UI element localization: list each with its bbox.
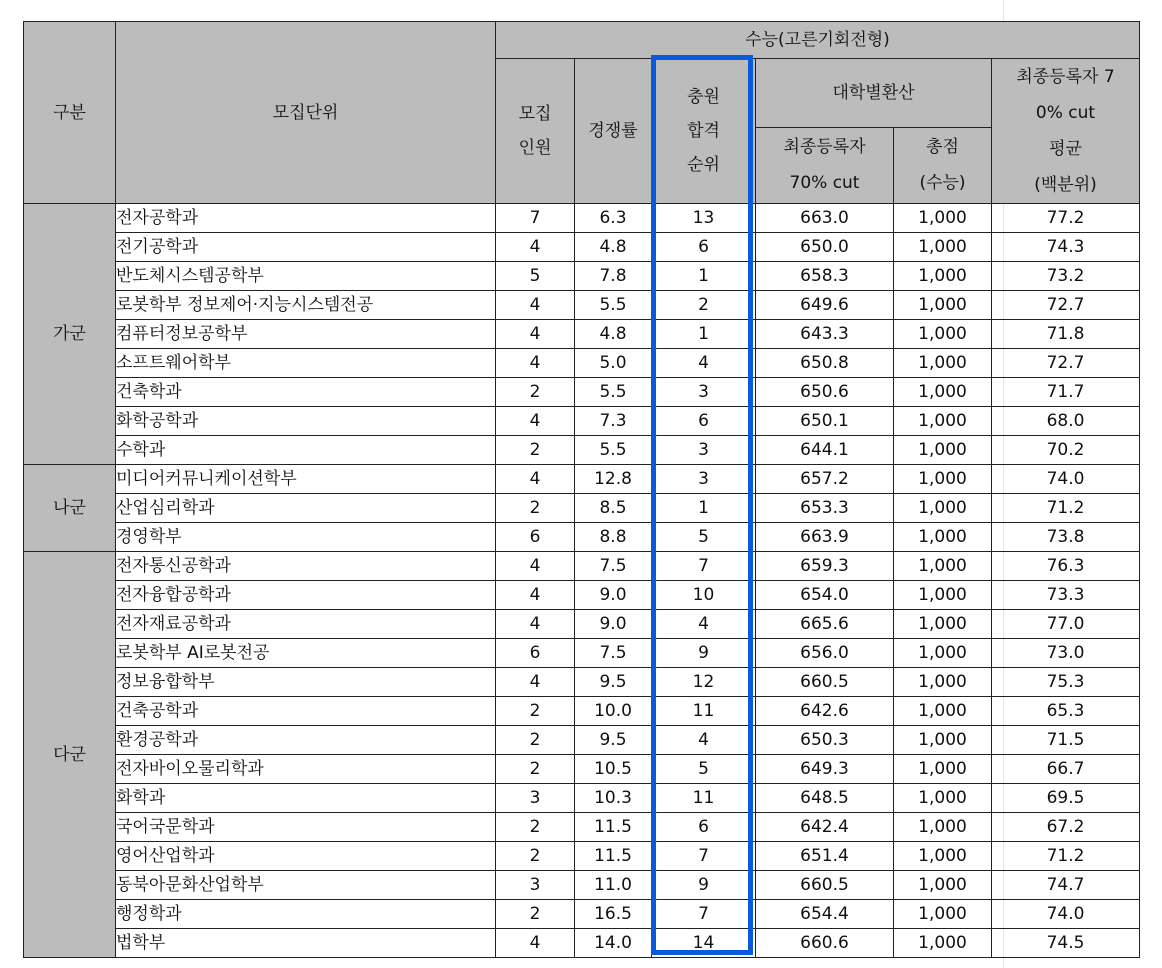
cell-cut70: 660.6 [756,929,894,958]
header-cut70: 최종등록자 70% cut [756,127,894,203]
table-row [24,755,1140,784]
cell-percentile: 74.0 [992,465,1140,494]
table-row [24,320,1140,349]
table-row [24,494,1140,523]
cell-unit: 전자재료공학과 [116,610,496,639]
cell-competition: 7.8 [575,262,652,291]
table-row [24,784,1140,813]
cell-percentile: 76.3 [992,552,1140,581]
cell-unit: 전자융합공학과 [116,581,496,610]
cell-rank: 1 [652,262,756,291]
cell-cut70: 656.0 [756,639,894,668]
table-body [24,204,1140,958]
cell-total: 1,000 [894,581,992,610]
cell-competition: 10.5 [575,755,652,784]
cell-unit: 수학과 [116,436,496,465]
cell-rank: 6 [652,233,756,262]
cell-unit: 로봇학부 정보제어·지능시스템전공 [116,291,496,320]
cell-cut70: 658.3 [756,262,894,291]
cell-unit: 전자통신공학과 [116,552,496,581]
cell-quota: 2 [496,436,575,465]
cell-total: 1,000 [894,784,992,813]
cell-quota: 4 [496,581,575,610]
cell-unit: 전자공학과 [116,204,496,233]
table-row [24,436,1140,465]
cell-unit: 산업심리학과 [116,494,496,523]
cell-quota: 2 [496,494,575,523]
cell-competition: 9.5 [575,668,652,697]
cell-total: 1,000 [894,291,992,320]
cell-cut70: 657.2 [756,465,894,494]
header-percentile: 최종등록자 7 0% cut 평균 (백분위) [992,59,1140,204]
cell-quota: 2 [496,726,575,755]
cell-total: 1,000 [894,668,992,697]
cell-total: 1,000 [894,755,992,784]
cell-unit: 영어산업학과 [116,842,496,871]
cell-unit: 경영학부 [116,523,496,552]
cell-quota: 4 [496,233,575,262]
cell-unit: 정보융합학부 [116,668,496,697]
table-row [24,842,1140,871]
cell-total: 1,000 [894,436,992,465]
cell-total: 1,000 [894,378,992,407]
cell-total: 1,000 [894,871,992,900]
header-rank: 충원 합격 순위 [652,59,756,204]
table-row [24,378,1140,407]
cell-percentile: 71.5 [992,726,1140,755]
cell-rank: 7 [652,900,756,929]
table-row [24,465,1140,494]
cell-competition: 5.5 [575,291,652,320]
cell-rank: 13 [652,204,756,233]
cell-rank: 7 [652,842,756,871]
cell-percentile: 74.0 [992,900,1140,929]
cell-rank: 1 [652,320,756,349]
cell-quota: 4 [496,668,575,697]
cell-rank: 12 [652,668,756,697]
cell-total: 1,000 [894,320,992,349]
cell-competition: 8.5 [575,494,652,523]
cell-quota: 4 [496,291,575,320]
cell-competition: 8.8 [575,523,652,552]
cell-cut70: 660.5 [756,871,894,900]
cell-percentile: 73.3 [992,581,1140,610]
cell-competition: 7.3 [575,407,652,436]
cell-cut70: 654.4 [756,900,894,929]
cell-unit: 건축학과 [116,378,496,407]
cell-total: 1,000 [894,697,992,726]
header-total: 총점 (수능) [894,127,992,203]
cell-quota: 4 [496,929,575,958]
table-row [24,813,1140,842]
cell-percentile: 70.2 [992,436,1140,465]
cell-unit: 동북아문화산업학부 [116,871,496,900]
cell-quota: 6 [496,639,575,668]
cell-competition: 14.0 [575,929,652,958]
cell-rank: 6 [652,813,756,842]
cell-cut70: 659.3 [756,552,894,581]
cell-quota: 2 [496,842,575,871]
cell-quota: 4 [496,320,575,349]
cell-quota: 4 [496,552,575,581]
cell-total: 1,000 [894,349,992,378]
cell-cut70: 642.6 [756,697,894,726]
header-unit: 모집단위 [116,22,496,204]
cell-total: 1,000 [894,726,992,755]
cell-competition: 5.5 [575,378,652,407]
table-row [24,262,1140,291]
group-label: 나군 [24,465,116,552]
cell-rank: 4 [652,610,756,639]
cell-quota: 7 [496,204,575,233]
table-row [24,900,1140,929]
cell-quota: 4 [496,349,575,378]
cell-percentile: 68.0 [992,407,1140,436]
cell-rank: 2 [652,291,756,320]
table-row [24,726,1140,755]
cell-percentile: 74.7 [992,871,1140,900]
cell-total: 1,000 [894,523,992,552]
cell-total: 1,000 [894,233,992,262]
cell-total: 1,000 [894,813,992,842]
table-row [24,204,1140,233]
cell-total: 1,000 [894,639,992,668]
cell-competition: 11.5 [575,813,652,842]
table-row [24,610,1140,639]
table-row [24,929,1140,958]
cell-rank: 10 [652,581,756,610]
cell-unit: 화학과 [116,784,496,813]
cell-unit: 컴퓨터정보공학부 [116,320,496,349]
cell-competition: 9.0 [575,610,652,639]
cell-percentile: 65.3 [992,697,1140,726]
cell-total: 1,000 [894,552,992,581]
cell-total: 1,000 [894,407,992,436]
cell-cut70: 650.8 [756,349,894,378]
header-group: 구분 [24,22,116,204]
cell-competition: 9.5 [575,726,652,755]
cell-percentile: 71.2 [992,842,1140,871]
cell-percentile: 72.7 [992,349,1140,378]
cell-competition: 12.8 [575,465,652,494]
cell-percentile: 71.7 [992,378,1140,407]
cell-quota: 2 [496,378,575,407]
cell-cut70: 650.6 [756,378,894,407]
cell-competition: 7.5 [575,552,652,581]
group-label: 다군 [24,552,116,958]
cell-rank: 3 [652,465,756,494]
cell-cut70: 665.6 [756,610,894,639]
cell-rank: 11 [652,784,756,813]
cell-unit: 로봇학부 AI로봇전공 [116,639,496,668]
cell-percentile: 75.3 [992,668,1140,697]
cell-cut70: 660.5 [756,668,894,697]
cell-percentile: 77.2 [992,204,1140,233]
cell-rank: 6 [652,407,756,436]
cell-rank: 11 [652,697,756,726]
cell-unit: 소프트웨어학부 [116,349,496,378]
cell-cut70: 649.3 [756,755,894,784]
table-row [24,697,1140,726]
cell-cut70: 650.1 [756,407,894,436]
cell-quota: 2 [496,813,575,842]
cell-competition: 7.5 [575,639,652,668]
cell-total: 1,000 [894,842,992,871]
header-suneung: 수능(고른기회전형) [496,22,1140,59]
header-quota: 모집 인원 [496,59,575,204]
cell-total: 1,000 [894,900,992,929]
cell-percentile: 71.2 [992,494,1140,523]
cell-unit: 화학공학과 [116,407,496,436]
cell-cut70: 643.3 [756,320,894,349]
cell-unit: 전자바이오물리학과 [116,755,496,784]
cell-quota: 3 [496,784,575,813]
cell-percentile: 74.3 [992,233,1140,262]
cell-competition: 11.5 [575,842,652,871]
cell-cut70: 649.6 [756,291,894,320]
cell-percentile: 72.7 [992,291,1140,320]
cell-competition: 6.3 [575,204,652,233]
cell-rank: 5 [652,523,756,552]
cell-rank: 4 [652,349,756,378]
cell-cut70: 650.0 [756,233,894,262]
cell-quota: 4 [496,407,575,436]
cell-percentile: 73.0 [992,639,1140,668]
table-row [24,233,1140,262]
header-conversion: 대학별환산 [756,59,992,128]
cell-total: 1,000 [894,610,992,639]
table-row [24,871,1140,900]
cell-rank: 14 [652,929,756,958]
cell-cut70: 642.4 [756,813,894,842]
cell-unit: 법학부 [116,929,496,958]
cell-percentile: 74.5 [992,929,1140,958]
table-row [24,407,1140,436]
cell-quota: 5 [496,262,575,291]
cell-quota: 3 [496,871,575,900]
cell-quota: 2 [496,900,575,929]
cell-competition: 5.5 [575,436,652,465]
cell-unit: 반도체시스템공학부 [116,262,496,291]
cell-cut70: 663.9 [756,523,894,552]
cell-total: 1,000 [894,204,992,233]
cell-rank: 3 [652,436,756,465]
table-row [24,291,1140,320]
cell-unit: 건축공학과 [116,697,496,726]
cell-competition: 16.5 [575,900,652,929]
cell-percentile: 66.7 [992,755,1140,784]
cell-rank: 7 [652,552,756,581]
cell-rank: 4 [652,726,756,755]
admission-results-table [23,21,1140,958]
cell-unit: 전기공학과 [116,233,496,262]
table-row [24,349,1140,378]
cell-quota: 4 [496,465,575,494]
group-label: 가군 [24,204,116,465]
cell-competition: 5.0 [575,349,652,378]
cell-rank: 5 [652,755,756,784]
cell-competition: 10.3 [575,784,652,813]
cell-cut70: 653.3 [756,494,894,523]
cell-competition: 11.0 [575,871,652,900]
cell-percentile: 69.5 [992,784,1140,813]
cell-unit: 환경공학과 [116,726,496,755]
cell-quota: 2 [496,755,575,784]
cell-rank: 1 [652,494,756,523]
cell-competition: 4.8 [575,320,652,349]
table-row [24,523,1140,552]
cell-quota: 2 [496,697,575,726]
cell-rank: 9 [652,639,756,668]
cell-percentile: 77.0 [992,610,1140,639]
cell-rank: 3 [652,378,756,407]
header-competition: 경쟁률 [575,59,652,204]
cell-cut70: 644.1 [756,436,894,465]
cell-percentile: 73.8 [992,523,1140,552]
cell-unit: 국어국문학과 [116,813,496,842]
cell-cut70: 650.3 [756,726,894,755]
cell-total: 1,000 [894,262,992,291]
cell-rank: 9 [652,871,756,900]
table-row [24,552,1140,581]
cell-competition: 10.0 [575,697,652,726]
cell-cut70: 654.0 [756,581,894,610]
cell-cut70: 648.5 [756,784,894,813]
cell-percentile: 67.2 [992,813,1140,842]
cell-cut70: 651.4 [756,842,894,871]
cell-competition: 4.8 [575,233,652,262]
cell-competition: 9.0 [575,581,652,610]
cell-percentile: 71.8 [992,320,1140,349]
cell-cut70: 663.0 [756,204,894,233]
cell-total: 1,000 [894,494,992,523]
cell-unit: 미디어커뮤니케이션학부 [116,465,496,494]
cell-total: 1,000 [894,929,992,958]
table-row [24,668,1140,697]
cell-quota: 4 [496,610,575,639]
table-row [24,581,1140,610]
cell-quota: 6 [496,523,575,552]
table-row [24,639,1140,668]
cell-percentile: 73.2 [992,262,1140,291]
cell-unit: 행정학과 [116,900,496,929]
cell-total: 1,000 [894,465,992,494]
